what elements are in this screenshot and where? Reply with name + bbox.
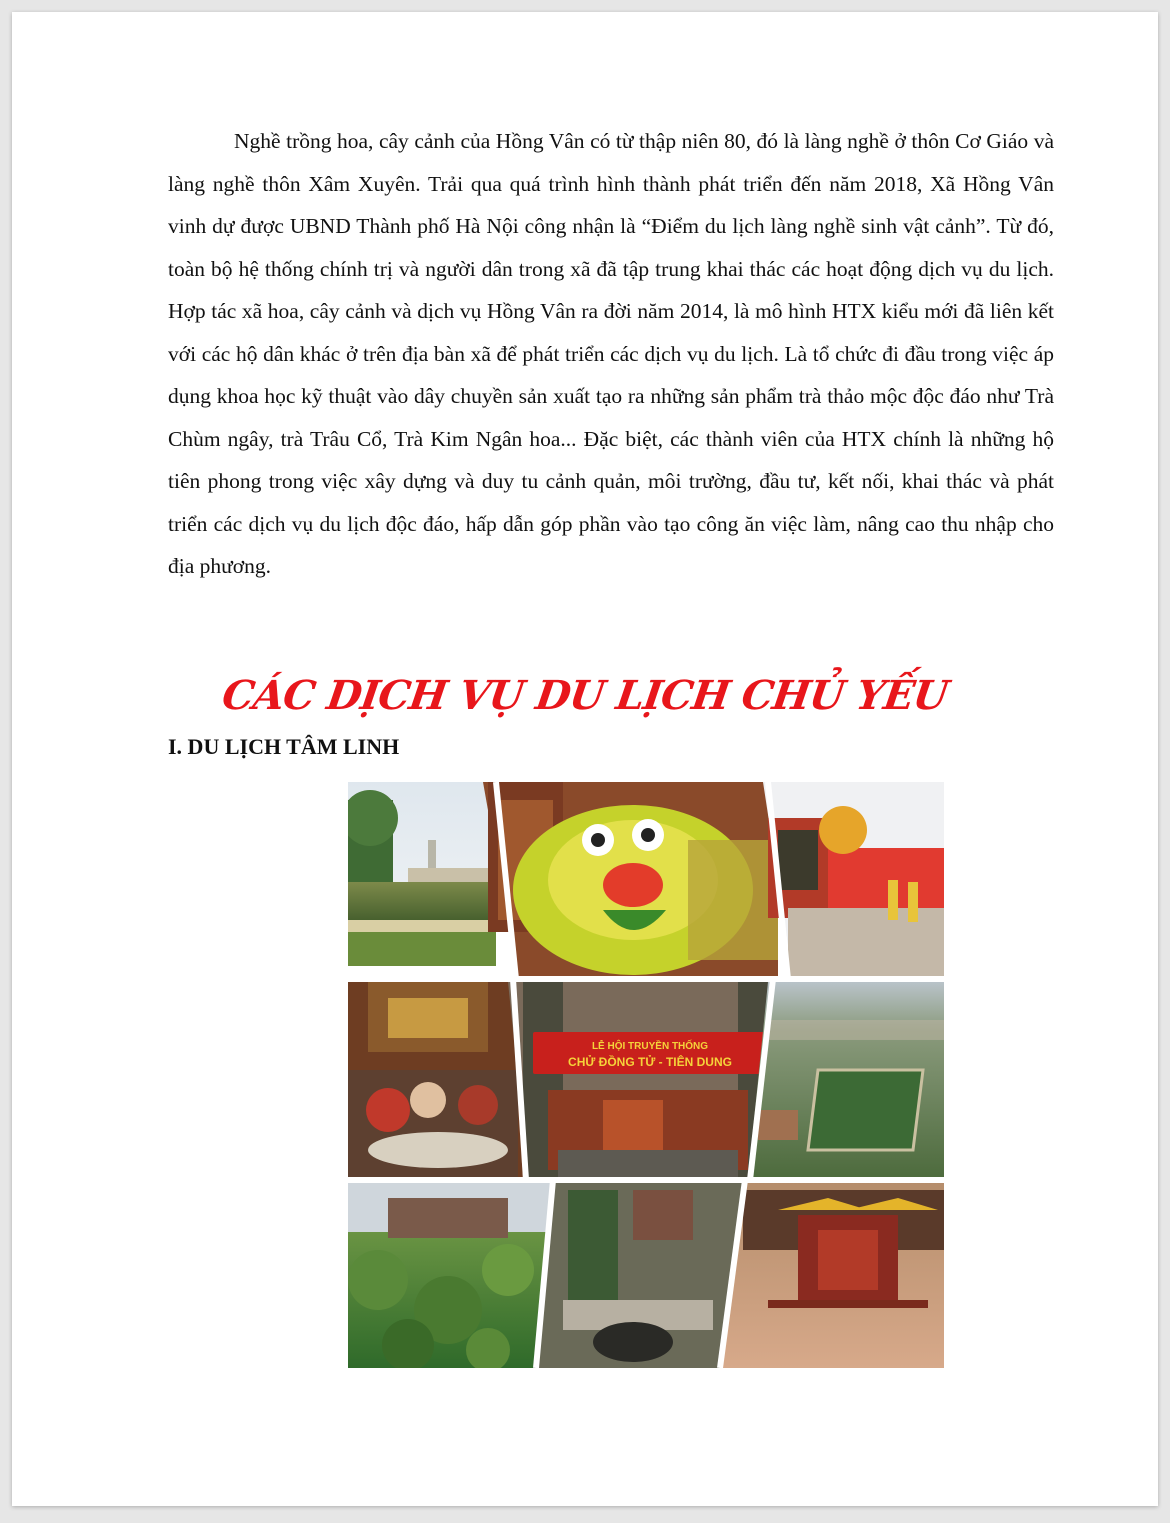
photo-lion-dance <box>483 782 778 980</box>
document-page <box>12 12 1158 1506</box>
festival-banner-line1: LỄ HỘI TRUYỀN THỐNG <box>591 1041 709 1052</box>
photo-festival-gate <box>508 982 778 1178</box>
subsection-heading: I. DU LỊCH TÂM LINH <box>168 734 400 759</box>
intro-paragraph: Nghề trồng hoa, cây cảnh của Hồng Vân có từ thập niên 80, đó là làng nghề ở thôn Cơ Giáo và làng nghề thôn Xâm Xuyên. Trải qua quá trình hình thành phát triển đến năm 2018, Xã Hồng Vân vinh dự được UBND Thành phố Hà Nội công nhận là “Điểm du lịch làng nghề sinh vật cảnh”. Từ đó, toàn bộ hệ thống chính trị và người dân trong xã đã tập trung khai thác các hoạt động dịch vụ du lịch. Hợp tác xã hoa, cây cảnh và dịch vụ Hồng Vân ra đời năm 2014, là mô hình HTX kiểu mới đã liên kết với các hộ dân khác ở trên địa bàn xã để phát triển các dịch vụ du lịch. Là tổ chức đi đầu trong việc áp dụng khoa học kỹ thuật vào dây chuyền sản xuất tạo ra những sản phẩm trà thảo mộc độc đáo như Trà Chùm ngây, trà Trâu Cổ, Trà Kim Ngân hoa... Đặc biệt, các thành viên của HTX chính là những hộ tiên phong trong việc xây dựng và duy tu cảnh quản, môi trường, đầu tư, kết nối, khai thác và phát triển các dịch vụ du lịch độc đáo, hấp dẫn góp phần vào tạo công ăn việc làm, nâng cao thu nhập cho địa phương. <box>168 129 1054 578</box>
photo-lotus-pond <box>348 1182 553 1368</box>
festival-banner-line2: CHỬ ĐỒNG TỬ - TIÊN DUNG <box>568 1055 732 1069</box>
photo-collage <box>348 770 944 1368</box>
photo-festival-parade <box>763 782 944 978</box>
photo-communal-feast <box>348 982 523 1178</box>
photo-palanquin-procession <box>720 1182 944 1368</box>
photo-aerial-temple <box>536 1182 743 1368</box>
photo-temple-pond <box>348 782 496 966</box>
section-heading: CÁC DỊCH VỤ DU LỊCH CHỦ YẾU <box>219 672 951 719</box>
photo-aerial-village <box>748 982 944 1178</box>
